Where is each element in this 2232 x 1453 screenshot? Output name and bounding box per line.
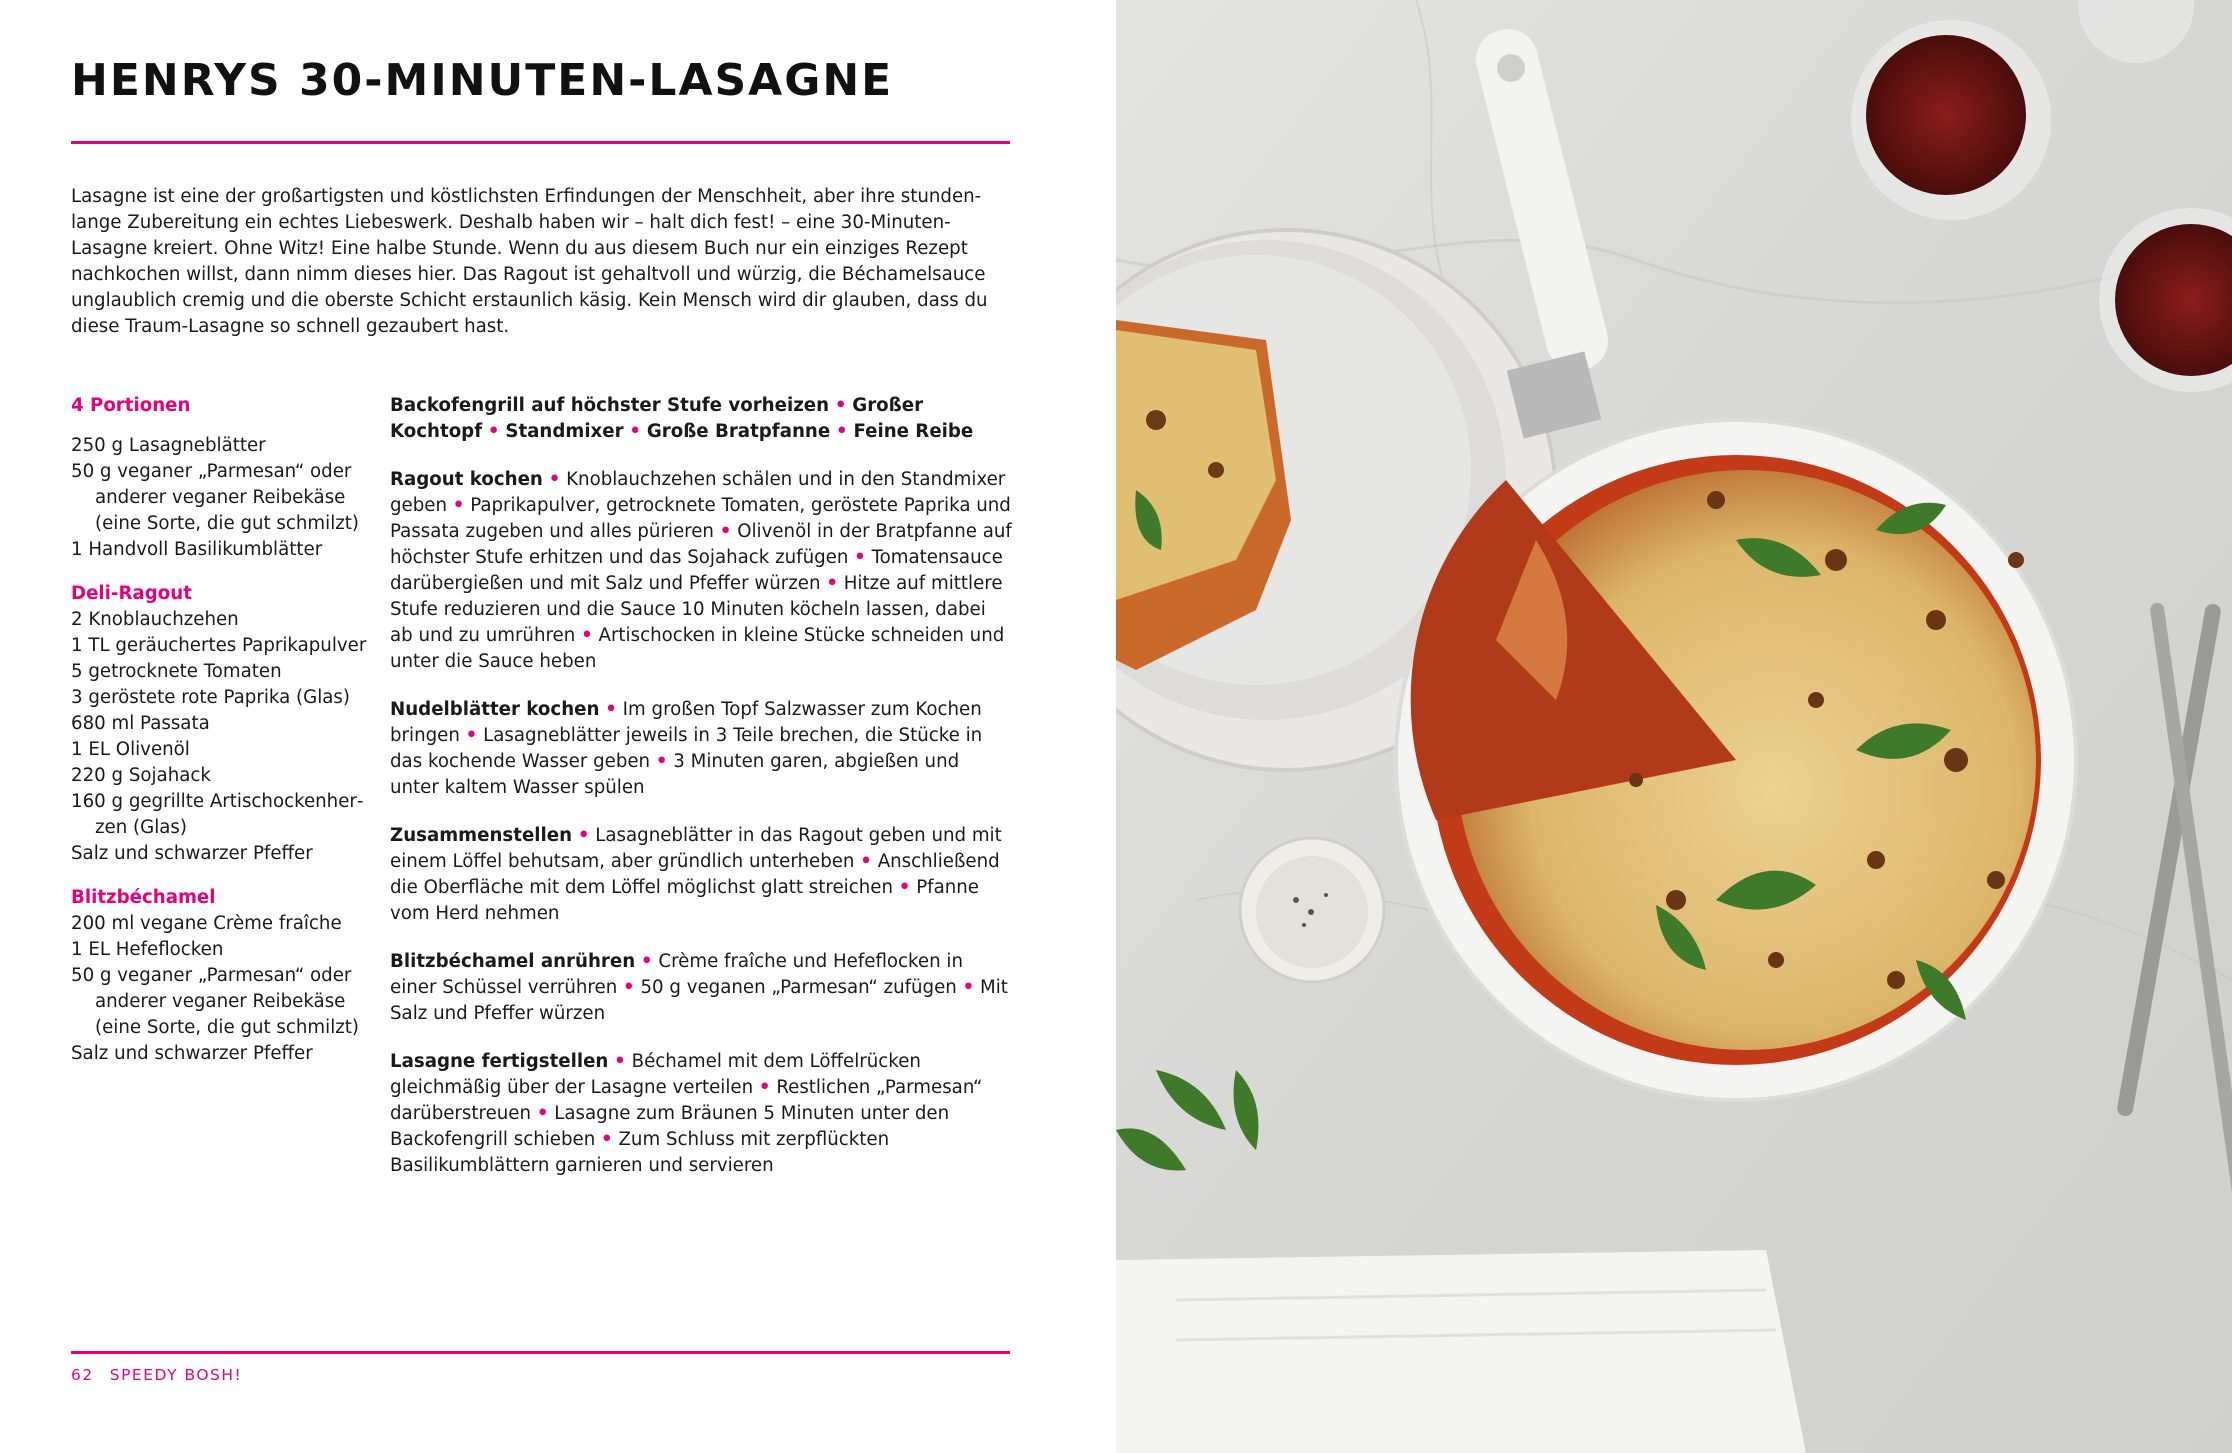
step-text: Lasagne zum Bräunen 5 Minuten unter den Backofengrill schieben [390,1103,950,1150]
step-noodles: Nudelblätter kochen • Im großen Topf Salzwasser zum Kochen bringen • Lasagneblätter jeweils in 3 Teile brechen, die Stücke in das kochende Wasser geben • 3 Minuten garen, abgießen und unter kaltem Wasser spülen [390,699,983,798]
step-text: Lasagneblätter jeweils in 3 Teile brechen, die Stücke in das kochende Wasser geben [390,725,983,772]
step-finish: Lasagne fertigstellen • Béchamel mit dem Löffelrücken gleichmäßig über der Lasagne verteilen • Restlichen „Parmesan“ darüberstreuen • Lasagne zum Bräunen 5 Minuten unter den Backofengrill schieben • Zum Schluss mit zerpflückten Basilikumblättern garnieren und servieren [390,1051,983,1176]
ingredient-item: Salz und schwarzer Pfeffer [71,1043,313,1064]
step-text: Crème fraîche und Hefeflocken in einer Schüssel verrühren [390,951,964,998]
equipment-item: Backofengrill auf höchster Stufe vorheizen [390,395,830,416]
step-heading: Lasagne fertigstellen [390,1051,609,1072]
step-assemble: Zusammenstellen • Lasagneblätter in das Ragout geben und mit einem Löffel behutsam, aber gründlich unterheben • Anschließend die Oberfläche mit dem Löffel möglichst glatt streichen • Pfanne vom Herd nehmen [390,825,1002,924]
ingredient-item: 50 g veganer „Parmesan“ oder anderer veganer Reibekäse (eine Sorte, die gut schmilzt) [71,965,360,1038]
step-heading: Nudelblätter kochen [390,699,600,720]
step-heading: Zusammenstellen [390,825,573,846]
bechamel-heading: Blitzbéchamel [71,887,216,908]
ingredient-item: 50 g veganer „Parmesan“ oder anderer veganer Reibekäse (eine Sorte, die gut schmilzt) [71,461,360,534]
recipe-title: HENRYS 30-MINUTEN-LASAGNE [71,55,894,106]
ingredient-item: 1 EL Hefeflocken [71,939,224,960]
step-text: Pfanne vom Herd nehmen [390,877,979,924]
ingredient-item: 160 g gegrillte Artischockenherzen (Glas) [71,791,364,838]
step-text: Hitze auf mittlere Stufe reduzieren und die Sauce 10 Minuten köcheln lassen, dabei ab und zu umrühren [390,573,1003,646]
page-footer [71,1366,242,1384]
equipment-item: Großer Kochtopf [390,395,924,442]
book-title: SPEEDY BOSH! [109,1366,243,1384]
ingredient-item: 220 g Sojahack [71,765,211,786]
step-ragout: Ragout kochen • Knoblauchzehen schälen und in den Standmixer geben • Paprikapulver, getrocknete Tomaten, geröstete Paprika und Passata zugeben und alles pürieren • Olivenöl in der Bratpfanne auf höchster Stufe erhitzen und das Sojahack zufügen • Tomatensauce darübergießen und mit Salz und Pfeffer würzen • Hitze auf mittlere Stufe reduzieren und die Sauce 10 Minuten köcheln lassen, dabei ab und zu umrühren • Artischocken in kleine Stücke schneiden und unter die Sauce heben [390,469,1012,672]
lasagne-photo [1116,0,2232,1453]
ingredients-ragout-list [71,607,371,867]
step-text: Lasagneblätter in das Ragout geben und mit einem Löffel behutsam, aber gründlich unterheben [390,825,1002,872]
step-text: Tomatensauce darübergießen und mit Salz und Pfeffer würzen [390,547,1003,594]
ingredients-main-list [71,433,371,563]
step-text: Restlichen „Parmesan“ darüberstreuen [390,1077,983,1124]
ingredients-column [71,393,371,1067]
step-heading: Blitzbéchamel anrühren [390,951,636,972]
page-number: 62 [71,1366,94,1384]
equipment-line: Backofengrill auf höchster Stufe vorheizen • Großer Kochtopf • Standmixer • Große Bratpfanne • Feine Reibe [390,395,974,442]
step-text: Knoblauchzehen schälen und in den Standmixer geben [390,469,1006,516]
ingredient-item: 2 Knoblauchzehen [71,609,239,630]
step-text: Paprikapulver, getrocknete Tomaten, geröstete Paprika und Passata zugeben und alles pürieren [390,495,1011,542]
equipment-item: Standmixer [505,421,624,442]
ingredient-item: 680 ml Passata [71,713,210,734]
ingredient-item: 250 g Lasagneblätter [71,435,266,456]
equipment-item: Große Bratpfanne [646,421,831,442]
step-heading: Ragout kochen [390,469,543,490]
ragout-heading: Deli-Ragout [71,583,192,604]
step-text: Artischocken in kleine Stücke schneiden und unter die Sauce heben [390,625,1005,672]
step-text: 50 g veganen „Parmesan“ zufügen [640,977,957,998]
ingredient-item: 1 EL Olivenöl [71,739,190,760]
portions-label: 4 Portionen [71,395,191,416]
intro-paragraph: Lasagne ist eine der großartigsten und köstlichsten Erfindungen der Menschheit, aber ihre stundenlange Zubereitung ein echtes Liebeswerk. Deshalb haben wir – halt dich fest! – eine 30-Minuten-Lasagne kreiert. Ohne Witz! Eine halbe Stunde. Wenn du aus diesem Buch nur ein einziges Rezept nachkochen willst, dann nimm dieses hier. Das Ragout ist gehaltvoll und würzig, die Béchamelsauce unglaublich cremig und die oberste Schicht erstaunlich käsig. Kein Mensch wird dir glauben, dass du diese Traum-Lasagne so schnell gezaubert hast. [71,186,988,337]
ingredient-item: 200 ml vegane Crème fraîche [71,913,342,934]
step-bechamel: Blitzbéchamel anrühren • Crème fraîche und Hefeflocken in einer Schüssel verrühren • 50 g veganen „Parmesan“ zufügen • Mit Salz und Pfeffer würzen [390,951,1008,1024]
step-text: Mit Salz und Pfeffer würzen [390,977,1008,1024]
ingredient-item: Salz und schwarzer Pfeffer [71,843,313,864]
ingredient-item: 1 TL geräuchertes Paprikapulver [71,635,367,656]
equipment-item: Feine Reibe [853,421,974,442]
step-text: Im großen Topf Salzwasser zum Kochen bringen [390,699,982,746]
step-text: Béchamel mit dem Löffelrücken gleichmäßig über der Lasagne verteilen [390,1051,921,1098]
ingredient-item: 5 getrocknete Tomaten [71,661,282,682]
step-text: Anschließend die Oberfläche mit dem Löffel möglichst glatt streichen [390,851,1000,898]
method-column [390,393,1012,1201]
step-text: Zum Schluss mit zerpflückten Basilikumblättern garnieren und servieren [390,1129,890,1176]
top-divider [71,141,1010,144]
ingredient-item: 3 geröstete rote Paprika (Glas) [71,687,350,708]
ingredients-bechamel-list [71,911,371,1067]
bottom-divider [71,1351,1010,1354]
step-text: Olivenöl in der Bratpfanne auf höchster Stufe erhitzen und das Sojahack zufügen [390,521,1012,568]
ingredient-item: 1 Handvoll Basilikumblätter [71,539,323,560]
step-text: 3 Minuten garen, abgießen und unter kaltem Wasser spülen [390,751,960,798]
